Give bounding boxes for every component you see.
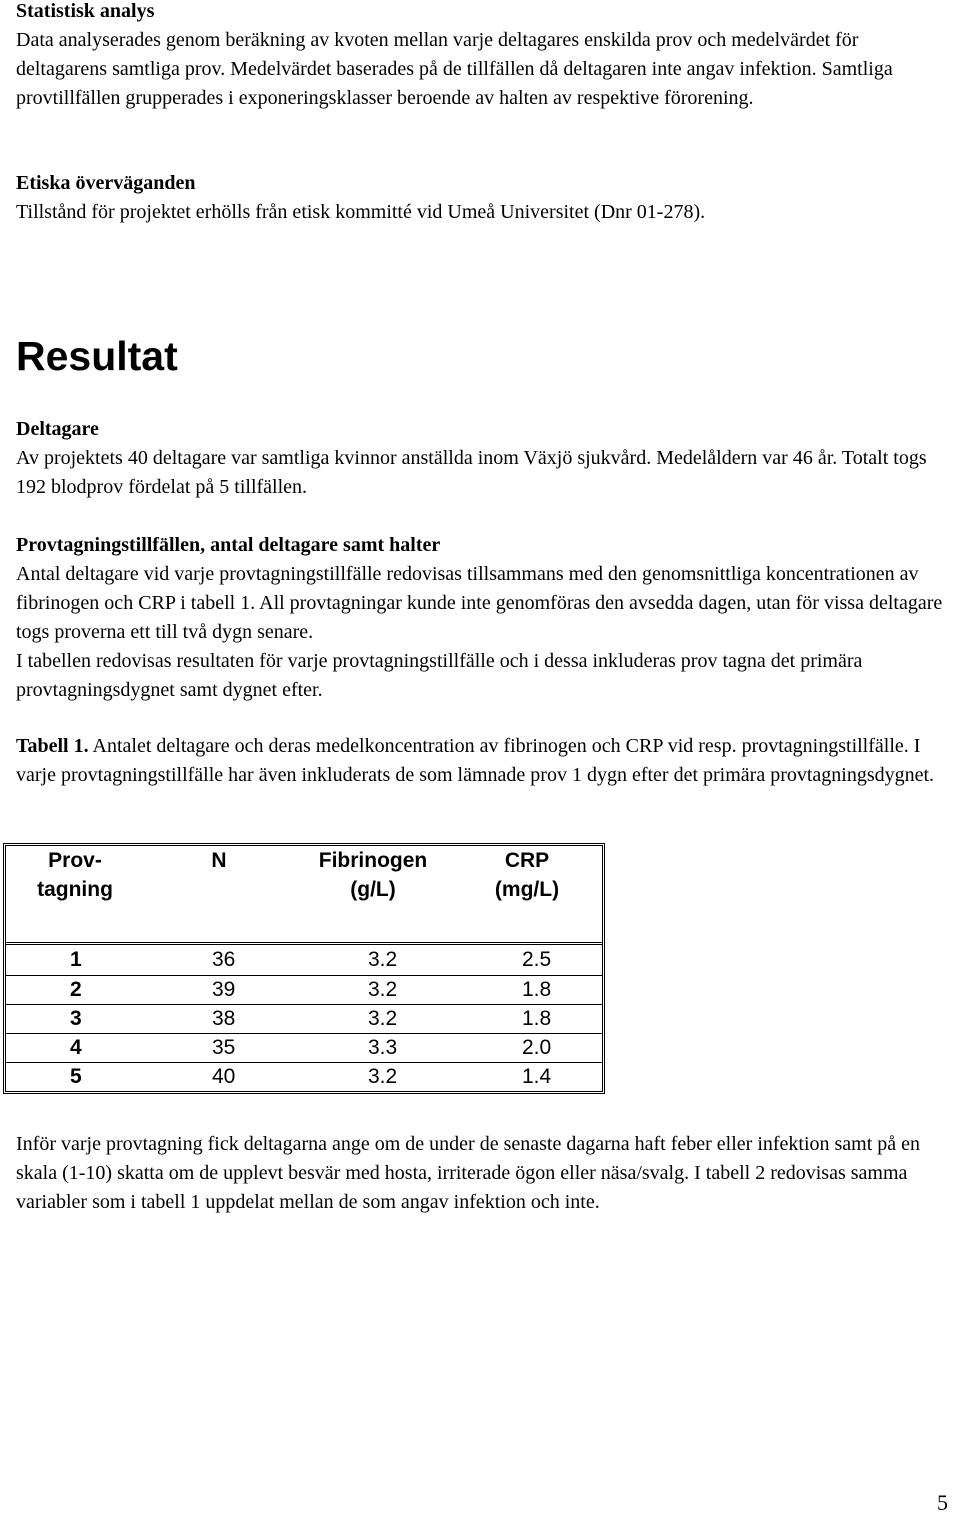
header-fibrinogen-line2: (g/L) <box>350 878 396 901</box>
header-provtagning-line2: tagning <box>37 878 113 901</box>
sampling-heading: Provtagningstillfällen, antal deltagare samt halter <box>16 534 441 556</box>
statistics-body: Data analyserades genom beräkning av kvoten mellan varje deltagares enskilda prov och medelvärdet för deltagarens samtliga prov. Medelvärdet baserades på de tillfällen då deltagaren inte angav infektion. Samtliga provtillfällen grupperades i exponeringsklasser beroende av halten av respektive förorening. <box>16 29 893 109</box>
sampling-body-2: I tabellen redovisas resultaten för varje provtagningstillfälle och i dessa inkluderas prov tagna det primära provtagningsdygnet samt dygnet efter. <box>16 650 863 701</box>
cell-fib: 3.3 <box>294 1033 452 1062</box>
header-provtagning-line1: Prov- <box>48 849 102 872</box>
table-caption-label: Tabell 1. <box>16 735 89 757</box>
participants-heading: Deltagare <box>16 418 99 440</box>
header-n <box>144 846 294 945</box>
cell-fib: 3.2 <box>294 1004 452 1033</box>
statistics-section <box>16 0 916 113</box>
cell-fib: 3.2 <box>294 975 452 1004</box>
cell-crp: 1.8 <box>452 1004 602 1033</box>
results-title: Resultat <box>16 333 178 379</box>
cell-n: 35 <box>144 1033 294 1062</box>
table-row <box>6 975 602 1004</box>
closing-body: Inför varje provtagning fick deltagarna ange om de under de senaste dagarna haft feber eller infektion samt på en skala (1-10) skatta om de upplevt besvär med hosta, irriterade ögon eller näsa/svalg. I tabell 2 redovisas samma variabler som i tabell 1 uppdelat mellan de som angav infektion och inte. <box>16 1133 921 1213</box>
header-fibrinogen <box>294 846 452 945</box>
cell-tag: 2 <box>6 975 144 1004</box>
table-row <box>6 945 602 975</box>
ethics-section <box>16 169 936 227</box>
header-crp-line2: (mg/L) <box>494 878 560 901</box>
header-n-label: N <box>211 849 227 872</box>
cell-fib: 3.2 <box>368 948 398 971</box>
cell-n: 38 <box>144 1004 294 1033</box>
cell-crp: 2.5 <box>522 948 552 971</box>
cell-crp: 1.8 <box>452 975 602 1004</box>
closing-paragraph <box>16 1130 956 1217</box>
cell-tag: 1 <box>70 948 82 971</box>
cell-n: 36 <box>212 948 236 971</box>
sampling-section <box>16 531 956 705</box>
header-provtagning <box>6 846 144 945</box>
cell-tag: 4 <box>6 1033 144 1062</box>
results-table-wrapper <box>5 845 603 1092</box>
table-caption <box>16 732 956 790</box>
table-row <box>6 1033 602 1062</box>
table-caption-text: Antalet deltagare och deras medelkoncentration av fibrinogen och CRP vid resp. provtagningstillfälle. I varje provtagningstillfälle har även inkluderats de som lämnade prov 1 dygn efter det primära provtagningsdygnet. <box>16 735 935 786</box>
cell-n: 39 <box>144 975 294 1004</box>
header-crp <box>452 846 602 945</box>
cell-tag: 5 <box>6 1062 144 1091</box>
header-crp-line1: CRP <box>504 849 550 872</box>
participants-body: Av projektets 40 deltagare var samtliga kvinnor anställda inom Växjö sjukvård. Medelåldern var 46 år. Totalt togs 192 blodprov fördelat på 5 tillfällen. <box>16 447 927 498</box>
cell-tag: 3 <box>6 1004 144 1033</box>
ethics-body: Tillstånd för projektet erhölls från etisk kommitté vid Umeå Universitet (Dnr 01-278). <box>16 201 706 223</box>
cell-n: 40 <box>144 1062 294 1091</box>
statistics-heading: Statistisk analys <box>16 0 155 22</box>
sampling-body-1: Antal deltagare vid varje provtagningstillfälle redovisas tillsammans med den genomsnittliga koncentrationen av fibrinogen och CRP i tabell 1. All provtagningar kunde inte genomföras den avsedda dagen, utan för vissa deltagare togs proverna ett till två dygn senare. <box>16 563 943 643</box>
cell-crp: 1.4 <box>452 1062 602 1091</box>
ethics-heading: Etiska överväganden <box>16 172 196 194</box>
page-number: 5 <box>937 1490 948 1515</box>
header-fibrinogen-line1: Fibrinogen <box>318 849 428 872</box>
cell-crp: 2.0 <box>452 1033 602 1062</box>
cell-fib: 3.2 <box>294 1062 452 1091</box>
results-table <box>5 845 603 1092</box>
table-row <box>6 1004 602 1033</box>
table-header-row <box>6 846 602 945</box>
table-row <box>6 1062 602 1091</box>
participants-section <box>16 415 941 502</box>
